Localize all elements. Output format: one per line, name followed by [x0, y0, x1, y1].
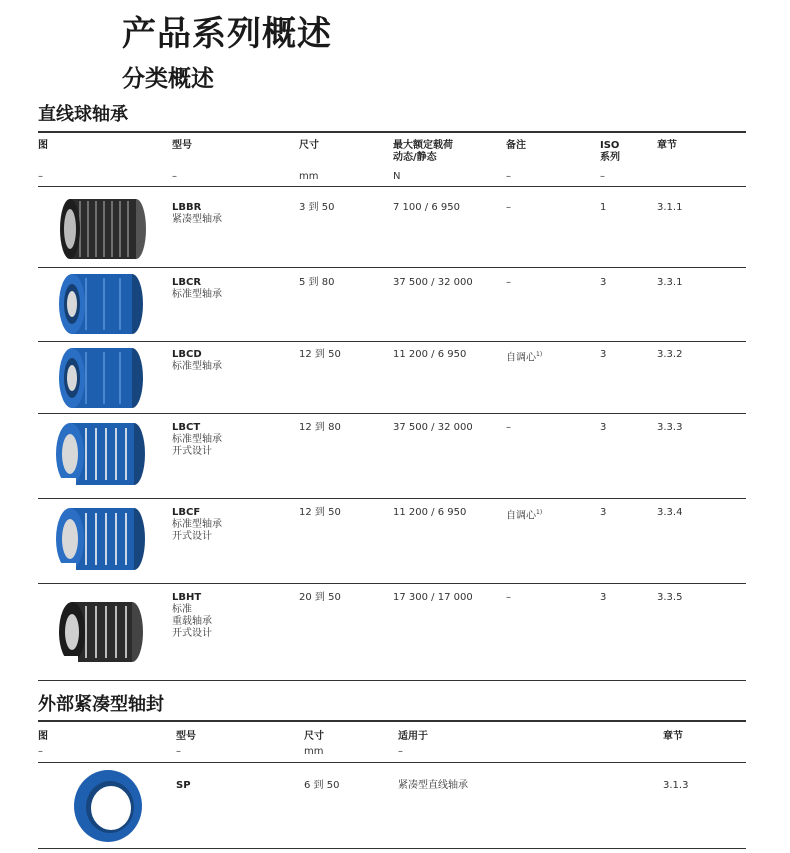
sp-size: 6 到 50: [304, 780, 340, 791]
lbht-iso: 3: [600, 592, 607, 603]
lbht-load: 17 300 / 17 000: [393, 592, 473, 603]
lbcr-size: 5 到 80: [299, 277, 335, 288]
lbbr-desc-1: 紧凑型轴承: [172, 214, 222, 225]
lbbr-iso: 1: [600, 202, 607, 213]
row-divider: [38, 413, 746, 414]
lbht-chapter: 3.3.5: [657, 592, 683, 603]
row-divider: [38, 498, 746, 499]
lbcf-desc-1: 标准型轴承: [172, 519, 222, 530]
page-title: 产品系列概述: [122, 14, 332, 54]
lbct-desc-2: 开式设计: [172, 446, 212, 457]
lbcr-bearing-image: [56, 270, 146, 338]
row-divider: [38, 186, 746, 187]
seal-header-size: 尺寸: [304, 731, 324, 742]
header-load-line2: 动态/静态: [393, 152, 437, 163]
lbcr-load: 37 500 / 32 000: [393, 277, 473, 288]
lbcr-iso: 3: [600, 277, 607, 288]
unit-model: –: [172, 171, 177, 182]
header-remark: 备注: [506, 140, 526, 151]
lbct-chapter: 3.3.3: [657, 422, 683, 433]
lbht-desc-2: 重载轴承: [172, 616, 212, 627]
lbcd-remark-footnote: 1): [536, 351, 543, 358]
lbcd-size: 12 到 50: [299, 349, 341, 360]
lbct-desc-1: 标准型轴承: [172, 434, 222, 445]
lbcf-size: 12 到 50: [299, 507, 341, 518]
header-figure: 图: [38, 140, 48, 151]
row-divider: [38, 267, 746, 268]
row-divider: [38, 341, 746, 342]
seal-unit-size: mm: [304, 746, 324, 757]
header-size: 尺寸: [299, 140, 319, 151]
page-subtitle: 分类概述: [122, 66, 214, 92]
lbct-load: 37 500 / 32 000: [393, 422, 473, 433]
sp-chapter: 3.1.3: [663, 780, 689, 791]
section-heading-seals: 外部紧凑型轴封: [38, 694, 164, 715]
lbct-code: LBCT: [172, 422, 201, 433]
section-heading-ball-bearings: 直线球轴承: [38, 104, 128, 125]
lbcd-load: 11 200 / 6 950: [393, 349, 467, 360]
unit-load: N: [393, 171, 401, 182]
lbcd-iso: 3: [600, 349, 607, 360]
lbcf-desc-2: 开式设计: [172, 531, 212, 542]
lbbr-load: 7 100 / 6 950: [393, 202, 460, 213]
lbht-desc-1: 标准: [172, 604, 192, 615]
lbbr-chapter: 3.1.1: [657, 202, 683, 213]
header-model: 型号: [172, 140, 192, 151]
seal-header-chapter: 章节: [663, 731, 683, 742]
lbcf-iso: 3: [600, 507, 607, 518]
row-divider: [38, 848, 746, 849]
lbbr-size: 3 到 50: [299, 202, 335, 213]
lbcr-desc-1: 标准型轴承: [172, 289, 222, 300]
lbcr-code: LBCR: [172, 277, 202, 288]
lbcf-chapter: 3.3.4: [657, 507, 683, 518]
header-chapter: 章节: [657, 140, 677, 151]
row-divider: [38, 680, 746, 681]
sp-code: SP: [176, 780, 191, 791]
lbcr-chapter: 3.3.1: [657, 277, 683, 288]
unit-figure: –: [38, 171, 43, 182]
lbht-bearing-image: [56, 598, 146, 668]
lbht-remark: –: [506, 592, 511, 603]
header-load-line1: 最大额定载荷: [393, 140, 453, 151]
row-divider: [38, 583, 746, 584]
lbcf-remark: [506, 507, 542, 522]
header-iso-line1: ISO: [600, 140, 620, 151]
lbct-iso: 3: [600, 422, 607, 433]
lbbr-bearing-image: [58, 195, 148, 263]
lbcr-remark: –: [506, 277, 511, 288]
lbbr-code: LBBR: [172, 202, 202, 213]
seal-unit-model: –: [176, 746, 181, 757]
lbcd-remark-text: 自调心: [506, 352, 536, 364]
lbht-size: 20 到 50: [299, 592, 341, 603]
seal-header-model: 型号: [176, 731, 196, 742]
header-iso-line2: 系列: [600, 152, 620, 163]
lbcf-remark-footnote: 1): [536, 509, 543, 516]
sp-seal-image: [68, 766, 146, 846]
section-rule: [38, 131, 746, 133]
seal-header-applicable: 适用于: [398, 731, 428, 742]
unit-remark: –: [506, 171, 511, 182]
lbcd-code: LBCD: [172, 349, 202, 360]
lbcf-bearing-image: [52, 503, 148, 577]
lbcf-code: LBCF: [172, 507, 201, 518]
lbct-bearing-image: [52, 418, 148, 492]
lbcd-bearing-image: [56, 344, 146, 412]
seal-unit-figure: –: [38, 746, 43, 757]
lbcf-load: 11 200 / 6 950: [393, 507, 467, 518]
seal-unit-applicable: –: [398, 746, 403, 757]
lbbr-remark: –: [506, 202, 511, 213]
lbcd-chapter: 3.3.2: [657, 349, 683, 360]
section-rule: [38, 720, 746, 722]
seal-header-figure: 图: [38, 731, 48, 742]
unit-size: mm: [299, 171, 319, 182]
lbct-size: 12 到 80: [299, 422, 341, 433]
lbht-desc-3: 开式设计: [172, 628, 212, 639]
sp-applicable: 紧凑型直线轴承: [398, 780, 468, 791]
lbcd-desc-1: 标准型轴承: [172, 361, 222, 372]
unit-iso: –: [600, 171, 605, 182]
row-divider: [38, 762, 746, 763]
lbcd-remark: [506, 349, 542, 364]
lbht-code: LBHT: [172, 592, 202, 603]
lbcf-remark-text: 自调心: [506, 510, 536, 522]
lbct-remark: –: [506, 422, 511, 433]
